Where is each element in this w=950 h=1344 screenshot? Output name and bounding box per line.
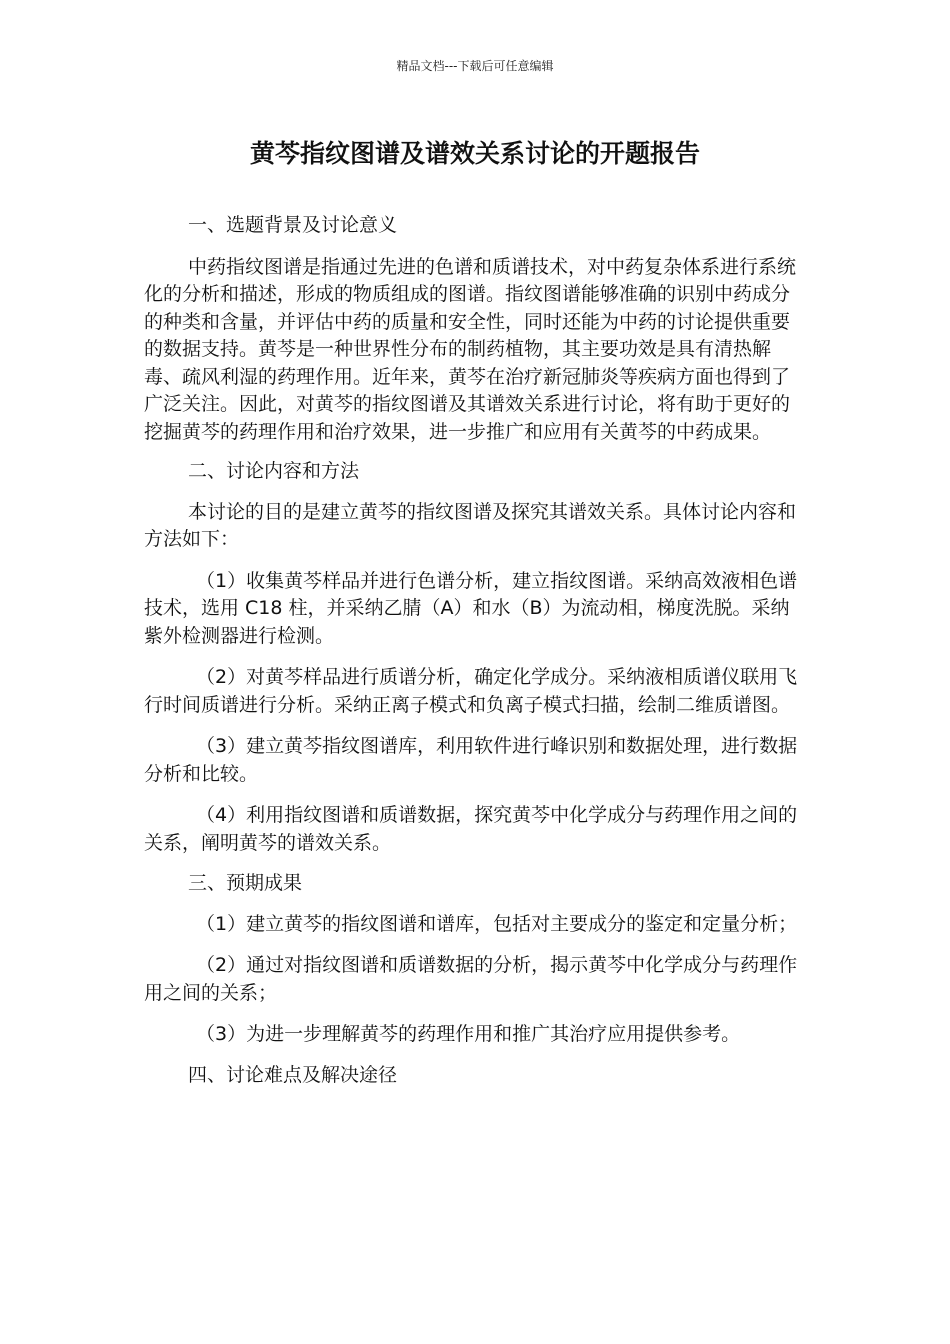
methods-item-1: （1）收集黄芩样品并进行色谱分析，建立指纹图谱。采纳高效液相色谱技术，选用 C18 柱，并采纳乙腈（A）和水（B）为流动相，梯度洗脱。采纳紫外检测器进行检测。 <box>144 569 798 647</box>
page-header: 精品文档---下载后可任意编辑 <box>396 59 554 73</box>
document-body <box>144 212 806 1089</box>
document-title: 黄芩指纹图谱及谱效关系讨论的开题报告 <box>249 139 700 168</box>
methods-intro-paragraph: 本讨论的目的是建立黄芩的指纹图谱及探究其谱效关系。具体讨论内容和方法如下： <box>144 500 797 550</box>
section-heading-methods: 二、讨论内容和方法 <box>188 460 360 482</box>
methods-item-4: （4）利用指纹图谱和质谱数据，探究黄芩中化学成分与药理作用之间的关系，阐明黄芩的谱效关系。 <box>144 804 798 854</box>
methods-item-3: （3）建立黄芩指纹图谱库，利用软件进行峰识别和数据处理，进行数据分析和比较。 <box>144 735 798 785</box>
outcomes-item-3: （3）为进一步理解黄芩的药理作用和推广其治疗应用提供参考。 <box>196 1023 741 1045</box>
methods-item-2: （2）对黄芩样品进行质谱分析，确定化学成分。采纳液相质谱仪联用飞行时间质谱进行分析。采纳正离子模式和负离子模式扫描，绘制二维质谱图。 <box>144 666 798 716</box>
outcomes-item-1: （1）建立黄芩的指纹图谱和谱库，包括对主要成分的鉴定和定量分析； <box>196 912 798 935</box>
outcomes-item-2: （2）通过对指纹图谱和质谱数据的分析，揭示黄芩中化学成分与药理作用之间的关系； <box>144 954 798 1004</box>
section-heading-difficulties: 四、讨论难点及解决途径 <box>188 1063 398 1086</box>
section-heading-outcomes: 三、预期成果 <box>188 872 303 894</box>
background-paragraph: 中药指纹图谱是指通过先进的色谱和质谱技术，对中药复杂体系进行系统化的分析和描述，形成的物质组成的图谱。指纹图谱能够准确的识别中药成分的种类和含量，并评估中药的质量和安全性，同时还能为中药的讨论提供重要的数据支持。黄芩是一种世界性分布的制药植物，其主要功效是具有清热解毒、疏风利湿的药理作用。近年来，黄芩在治疗新冠肺炎等疾病方面也得到了广泛关注。因此，对黄芩的指纹图谱及其谱效关系进行讨论，将有助于更好的挖掘黄芩的药理作用和治疗效果，进一步推广和应用有关黄芩的中药成果。 <box>144 255 797 443</box>
section-heading-background: 一、选题背景及讨论意义 <box>188 214 398 236</box>
